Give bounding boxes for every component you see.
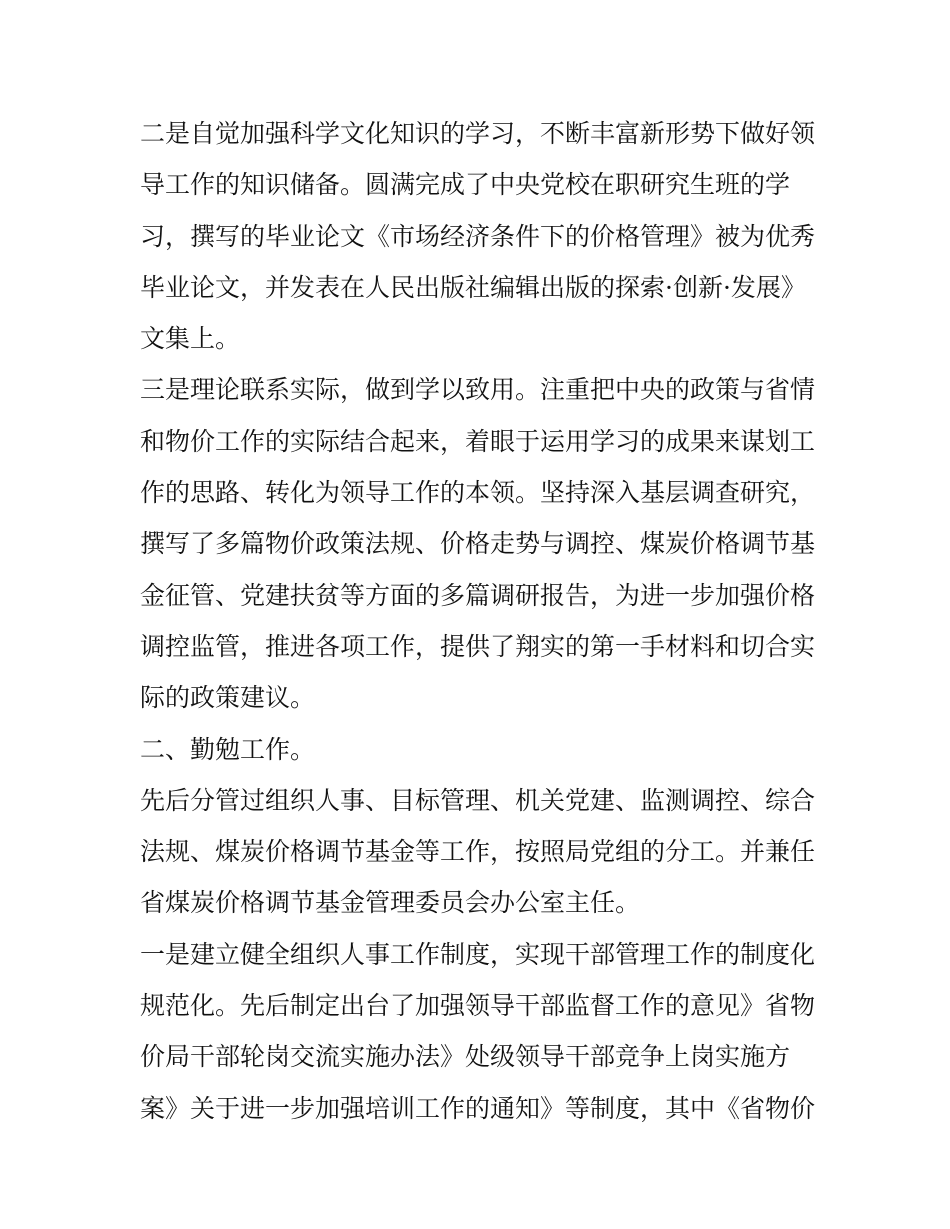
text-line: 金征管、党建扶贫等方面的多篇调研报告，为进一步加强价格 [140, 580, 816, 610]
text-line: 二是自觉加强科学文化知识的学习，不断丰富新形势下做好领 [140, 119, 816, 148]
section-heading: 二、勤勉工作。 [140, 734, 316, 764]
text-line: 撰写了多篇物价政策法规、价格走势与调控、煤炭价格调节基 [140, 529, 816, 559]
text-line: 文集上。 [140, 324, 241, 354]
text-line: 三是理论联系实际，做到学以致用。注重把中央的政策与省情 [140, 375, 816, 405]
text-line: 毕业论文，并发表在人民出版社编辑出版的探索·创新·发展》 [140, 272, 806, 302]
text-line: 先后分管过组织人事、目标管理、机关党建、监测调控、综合 [140, 785, 816, 815]
text-line: 导工作的知识储备。圆满完成了中央党校在职研究生班的学 [140, 170, 791, 200]
text-line: 习，撰写的毕业论文《市场经济条件下的价格管理》被为优秀 [140, 221, 816, 251]
text-line: 际的政策建议。 [140, 683, 316, 713]
text-line: 省煤炭价格调节基金管理委员会办公室主任。 [140, 888, 641, 918]
text-line: 法规、煤炭价格调节基金等工作，按照局党组的分工。并兼任 [140, 837, 816, 867]
text-line: 案》关于进一步加强培训工作的通知》等制度，其中《省物价 [140, 1093, 816, 1123]
text-line: 作的思路、转化为领导工作的本领。坚持深入基层调查研究， [140, 478, 816, 508]
text-line: 一是建立健全组织人事工作制度，实现干部管理工作的制度化 [140, 939, 816, 969]
document-body [140, 108, 820, 1134]
text-line: 价局干部轮岗交流实施办法》处级领导干部竞争上岗实施方 [140, 1042, 791, 1072]
text-line: 规范化。先后制定出台了加强领导干部监督工作的意见》省物 [140, 991, 816, 1021]
text-line: 和物价工作的实际结合起来，着眼于运用学习的成果来谋划工 [140, 426, 816, 456]
text-line: 调控监管，推进各项工作，提供了翔实的第一手材料和切合实 [140, 631, 816, 661]
